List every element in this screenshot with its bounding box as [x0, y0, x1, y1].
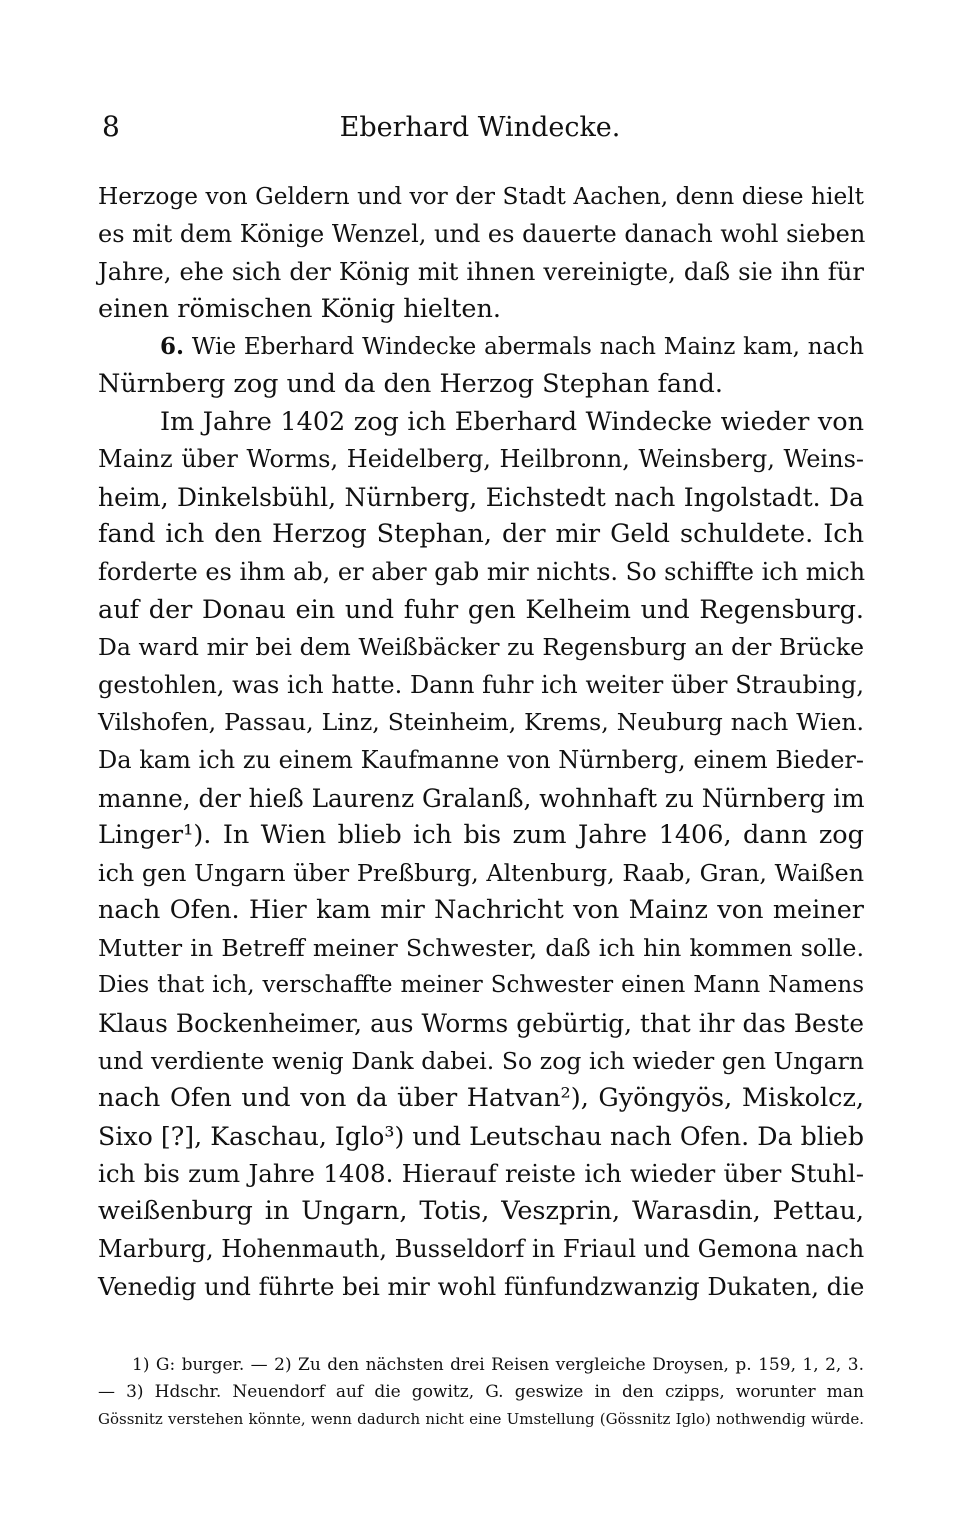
paragraph-line: Linger¹). In Wien blieb ich bis zum Jahre 1406, dann zog: [98, 820, 864, 851]
body-text: [98, 178, 864, 1306]
paragraph-line: nach Ofen. Hier kam mir Nachricht von Mainz von meiner: [98, 895, 864, 926]
paragraph-line: Sixo [?], Kaschau, Iglo³) und Leutschau nach Ofen. Da blieb: [98, 1121, 864, 1151]
footnote-line: 1) G: burger. — 2) Zu den nächsten drei Reisen vergleiche Droysen, p. 159, 1, 2, 3.: [132, 1355, 864, 1375]
paragraph-line: ich gen Ungarn über Preßburg, Altenburg, Raab, Gran, Waißen: [98, 858, 864, 887]
section-heading-text: Wie Eberhard Windecke abermals nach Mainz kam, nach: [191, 334, 864, 361]
footnote-line: — 3) Hdschr. Neuendorf auf die gowitz, G. geswize in den czipps, worunter man: [98, 1382, 864, 1402]
paragraph-line: ich bis zum Jahre 1408. Hierauf reiste ich wieder über Stuhl-: [98, 1159, 864, 1189]
section-heading-line: Nürnberg zog und da den Herzog Stephan fand.: [98, 368, 723, 399]
footnote-line: Gössnitz verstehen könnte, wenn dadurch nicht eine Umstellung (Gössnitz Iglo) nothwendig würde.: [98, 1410, 864, 1428]
text-line: Jahre, ehe sich der König mit ihnen vereinigte, daß sie ihn für: [98, 257, 864, 287]
paragraph-line: Venedig und führte bei mir wohl fünfundzwanzig Dukaten, die: [98, 1272, 865, 1302]
text-line: Herzoge von Geldern und vor der Stadt Aachen, denn diese hielt: [98, 183, 864, 210]
paragraph-line: nach Ofen und von da über Hatvan²), Gyöngyös, Miskolcz,: [98, 1083, 864, 1114]
paragraph-line: Mainz über Worms, Heidelberg, Heilbronn, Weinsberg, Weins-: [98, 445, 864, 474]
section-number: 6.: [160, 333, 185, 361]
paragraph-line: Marburg, Hohenmauth, Busseldorf in Friaul und Gemona nach: [98, 1234, 865, 1263]
paragraph-line: Da ward mir bei dem Weißbäcker zu Regensburg an der Brücke: [98, 633, 864, 662]
page-header: [100, 110, 860, 150]
paragraph-line: und verdiente wenig Dank dabei. So zog ich wieder gen Ungarn: [98, 1046, 864, 1075]
paragraph-line: weißenburg in Ungarn, Totis, Veszprin, Warasdin, Pettau,: [98, 1196, 864, 1227]
paragraph-line: forderte es ihm ab, er aber gab mir nichts. So schiffte ich mich: [98, 557, 866, 586]
section-heading: [98, 328, 864, 366]
text-line: es mit dem Könige Wenzel, und es dauerte danach wohl sieben: [98, 219, 866, 248]
paragraph-line: auf der Donau ein und fuhr gen Kelheim und Regensburg.: [98, 594, 864, 625]
paragraph-line: Vilshofen, Passau, Linz, Steinheim, Krems, Neuburg nach Wien.: [98, 708, 864, 737]
paragraph-line: Klaus Bockenheimer, aus Worms gebürtig, that ihr das Beste: [98, 1009, 864, 1039]
footnotes: [98, 1352, 864, 1433]
paragraph-line: Mutter in Betreff meiner Schwester, daß ich hin kommen solle.: [98, 933, 864, 962]
text-line: einen römischen König hielten.: [98, 293, 501, 324]
paragraph-line: gestohlen, was ich hatte. Dann fuhr ich weiter über Straubing,: [98, 670, 864, 699]
running-title: Eberhard Windecke.: [339, 112, 621, 143]
paragraph-line: Im Jahre 1402 zog ich Eberhard Windecke wieder von: [160, 406, 864, 437]
paragraph-line: manne, der hieß Laurenz Gralanß, wohnhaft zu Nürnberg im: [98, 783, 865, 813]
paragraph-line: fand ich den Herzog Stephan, der mir Geld schuldete. Ich: [98, 519, 864, 550]
paragraph-line: Dies that ich, verschaffte meiner Schwester einen Mann Namens: [98, 972, 864, 999]
paragraph-line: Da kam ich zu einem Kaufmanne von Nürnberg, einem Bieder-: [98, 745, 864, 774]
paragraph-line: heim, Dinkelsbühl, Nürnberg, Eichstedt nach Ingolstadt. Da: [98, 482, 864, 512]
page-number: 8: [102, 110, 120, 143]
